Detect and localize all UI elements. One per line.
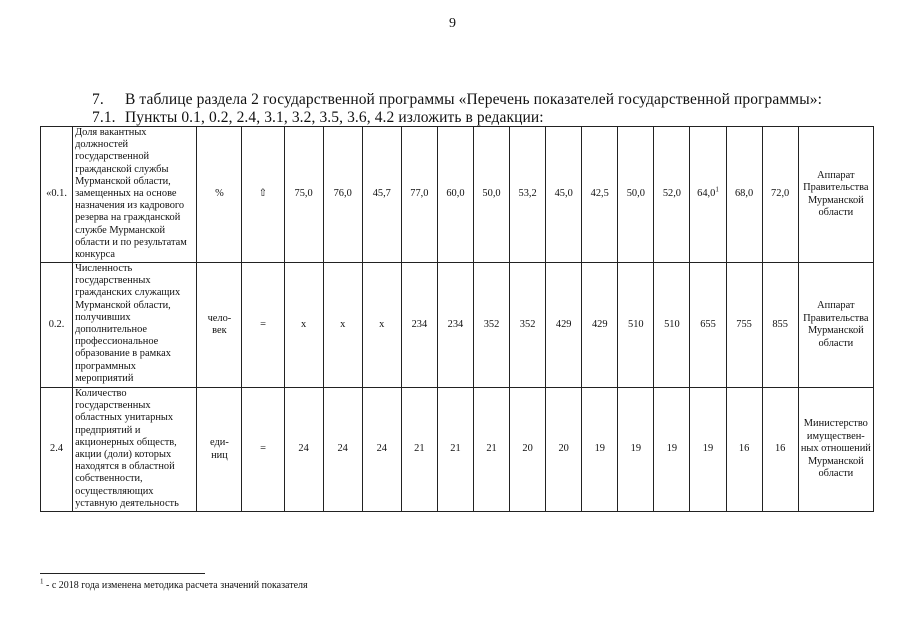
row-id-cell: 2.4 [41, 388, 73, 512]
table-row [41, 388, 874, 512]
value-text: 68,0 [734, 188, 754, 200]
value-cell [762, 388, 798, 512]
value-text: 19 [630, 443, 642, 455]
footnote-text: - с 2018 года изменена методика расчета значений показателя [43, 580, 308, 591]
value-cell [690, 127, 726, 263]
value-text: x [379, 318, 385, 330]
unit-cell: чело- век [197, 263, 242, 388]
value-text: 755 [736, 318, 752, 330]
value-cell [546, 127, 582, 263]
value-cell [473, 263, 509, 388]
value-cell [618, 127, 654, 263]
value-cell [323, 388, 362, 512]
value-text: 510 [664, 318, 680, 330]
value-text: 234 [411, 318, 428, 330]
value-cell [690, 388, 726, 512]
value-cell [654, 388, 690, 512]
value-cell [726, 388, 762, 512]
value-cell [284, 263, 323, 388]
value-text: 19 [594, 443, 605, 455]
row-id-cell: «0.1. [41, 127, 73, 263]
footnote [40, 577, 308, 591]
value-text: 64,0 [697, 188, 716, 200]
subsection-heading [92, 109, 544, 127]
value-text: 24 [376, 443, 387, 455]
indicator-name-cell: Количество государственных областных унитарных предприятий и акционерных обществ, акции (доли) которых находятся в областной собственности, осуществляющих уставную деятельность [73, 388, 197, 512]
value-text: x [300, 318, 307, 330]
section-heading [92, 91, 822, 109]
value-cell [582, 263, 618, 388]
value-text: 352 [483, 318, 500, 330]
value-cell [473, 127, 509, 263]
table-row [41, 263, 874, 388]
indicator-name-cell: Доля вакантных должностей государственной гражданской службы Мурманской области, замещенных на основе назначения из кадрового резерва на гражданской службе Мурманской области и по результатам конкурса [73, 127, 197, 263]
indicators-table [40, 126, 874, 512]
unit-cell: еди- ниц [197, 388, 242, 512]
value-cell [690, 263, 726, 388]
value-text: 19 [702, 443, 714, 455]
value-cell [546, 388, 582, 512]
indicator-name-cell: Численность государственных гражданских служащих Мурманской области, получивших дополнительное профессиональное образование в рамках программных мероприятий [73, 263, 197, 388]
value-cell [284, 127, 323, 263]
value-cell [762, 127, 798, 263]
table-row [41, 127, 874, 263]
value-text: 24 [337, 443, 348, 455]
value-text: 45,0 [554, 188, 573, 200]
value-text: 60,0 [446, 188, 465, 200]
value-text: 16 [738, 443, 750, 455]
value-cell [582, 388, 618, 512]
direction-cell: ⇧ [242, 127, 284, 263]
value-cell [546, 263, 582, 388]
sub-text: Пункты 0.1, 0.2, 2.4, 3.1, 3.2, 3.5, 3.6, 4.2 изложить в редакции: [125, 109, 544, 126]
value-cell [582, 127, 618, 263]
value-cell [618, 263, 654, 388]
value-text: 45,7 [372, 188, 391, 200]
value-cell [762, 263, 798, 388]
value-text: 16 [774, 443, 786, 455]
value-cell [437, 263, 473, 388]
footnote-reference: 1 [715, 185, 719, 194]
value-cell [726, 263, 762, 388]
value-cell [654, 263, 690, 388]
value-text: 72,0 [771, 188, 790, 200]
value-text: 510 [628, 318, 644, 330]
value-cell [437, 388, 473, 512]
value-text: 655 [700, 318, 716, 330]
value-cell [362, 388, 401, 512]
value-cell [654, 127, 690, 263]
value-cell [323, 127, 362, 263]
value-cell [726, 127, 762, 263]
value-text: 50,0 [626, 188, 645, 200]
row-id-cell: 0.2. [41, 263, 73, 388]
value-cell [284, 388, 323, 512]
value-text: 21 [450, 443, 461, 455]
value-cell [510, 263, 546, 388]
value-cell [437, 127, 473, 263]
value-cell [618, 388, 654, 512]
value-text: 76,0 [333, 188, 352, 200]
value-text: 429 [555, 318, 572, 330]
value-cell [510, 127, 546, 263]
item-number: 7. [92, 91, 104, 108]
value-cell [362, 127, 401, 263]
direction-cell: = [242, 388, 284, 512]
footnote-mark: 1 [40, 577, 44, 586]
value-cell [323, 263, 362, 388]
value-text: 234 [447, 318, 464, 330]
value-text: 21 [486, 443, 497, 455]
value-text: x [340, 318, 346, 330]
value-text: 21 [414, 443, 425, 455]
value-cell [473, 388, 509, 512]
value-text: 352 [519, 318, 536, 330]
value-cell [362, 263, 401, 388]
value-text: 19 [666, 443, 678, 455]
unit-cell: % [197, 127, 242, 263]
value-text: 52,0 [662, 188, 681, 200]
sub-number: 7.1. [92, 109, 116, 126]
value-text: 24 [298, 443, 309, 455]
executor-cell: Министерство имуществен- ных отношений Мурманской области [798, 388, 873, 512]
value-text: 42,5 [590, 188, 609, 200]
executor-cell: Аппарат Правительства Мурманской области [798, 127, 873, 263]
value-text: 50,0 [482, 188, 501, 200]
value-text: 855 [772, 318, 788, 330]
value-text: 53,2 [518, 188, 537, 200]
value-cell [401, 388, 437, 512]
value-cell [401, 263, 437, 388]
value-text: 429 [591, 318, 608, 330]
direction-cell: = [242, 263, 284, 388]
value-text: 77,0 [410, 188, 429, 200]
value-text: 20 [522, 443, 533, 455]
executor-cell: Аппарат Правительства Мурманской области [798, 263, 873, 388]
page-number: 9 [449, 16, 456, 31]
value-text: 20 [558, 443, 569, 455]
value-cell [510, 388, 546, 512]
value-cell [401, 127, 437, 263]
item-text: В таблице раздела 2 государственной программы «Перечень показателей государственной программы»: [125, 91, 822, 108]
value-text: 75,0 [294, 188, 313, 200]
footnote-separator [40, 573, 205, 574]
